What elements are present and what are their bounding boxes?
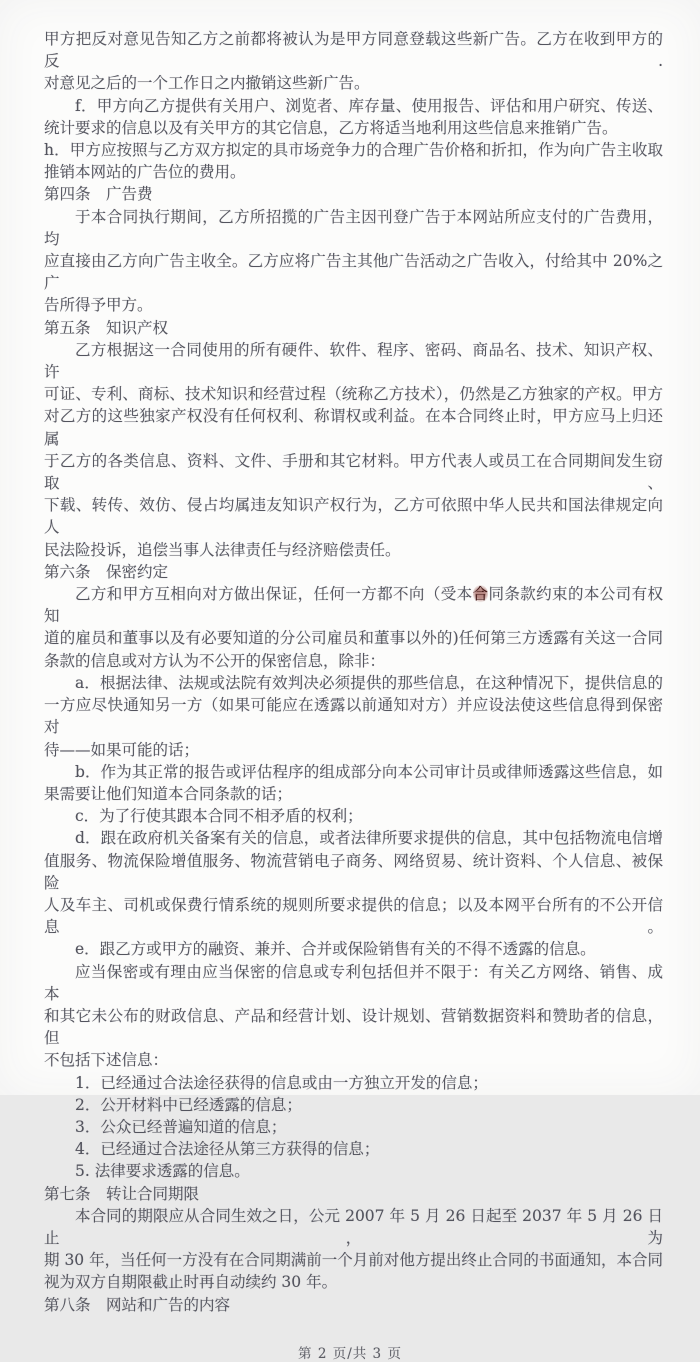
contract-line: 于乙方的各类信息、资料、文件、手册和其它材料。甲方代表人或员工在合同期间发生窃取、	[44, 451, 663, 493]
contract-line: e．跟乙方或甲方的融资、兼并、合并或保险销售有关的不得不透露的信息。	[75, 940, 596, 959]
contract-line: d．跟在政府机关备案有关的信息，或者法律所要求提供的信息，其中包括物流电信增	[75, 829, 663, 848]
contract-line: 统计要求的信息以及有关甲方的其它信息，乙方将适当地利用这些信息来推销广告。	[44, 118, 618, 137]
contract-line: 一方应尽快通知另一方（如果可能应在透露以前通知对方）并应设法使这些信息得到保密对	[44, 696, 663, 737]
contract-line	[44, 583, 663, 627]
contract-line: h．甲方应按照与乙方双方拟定的具市场竞争力的合理广告价格和折扣，作为向广告主收取	[44, 141, 663, 160]
contract-line: 1．已经通过合法途径获得的信息或由一方独立开发的信息；	[75, 1073, 488, 1092]
contract-line: 2．公开材料中已经透露的信息；	[75, 1095, 302, 1114]
contract-line: 于本合同执行期间，乙方所招揽的广告主因刊登广告于本网站所应支付的广告费用，均	[44, 207, 663, 248]
section-heading: 第六条 保密约定	[44, 562, 169, 581]
contract-line: 条款的信息或对方认为不公开的保密信息，除非：	[44, 651, 386, 670]
contract-line: 下载、转传、效仿、侵占均属违友知识产权行为，乙方可依照中华人民共和国法律规定向人	[44, 496, 663, 537]
contract-line: 对意见之后的一个工作日之内撤销这些新广告。	[44, 74, 370, 93]
contract-line: 果需要让他们知道本合同条款的话；	[44, 784, 293, 803]
contract-line: 对乙方的这些独家产权没有任何权利、称谓权或利益。在本合同终止时，甲方应马上归还属	[44, 407, 663, 448]
contract-line: 甲方把反对意见告知乙方之前都将被认为是甲方同意登载这些新广告。乙方在收到甲方的反.	[44, 30, 663, 71]
contract-line: 本合同的期限应从合同生效之日，公元 2007 年 5 月 26 日起至 2037 年 5 月 26 日止，为	[44, 1206, 663, 1247]
contract-line: 道的雇员和董事以及有必要知道的分公司雇员和董事以外的)任何第三方透露有关这一合同	[44, 629, 663, 648]
contract-line: 应当保密或有理由应当保密的信息或专利包括但并不限于：有关乙方网络、销售、成本	[44, 962, 663, 1003]
page-footer	[0, 1342, 700, 1362]
section-heading: 第四条 广告费	[44, 185, 153, 204]
contract-line: 期 30 年，当任何一方没有在合同期满前一个月前对他方提出终止合同的书面通知，本合同	[44, 1251, 663, 1270]
contract-line: 和其它未公布的财政信息、产品和经营计划、设计规划、营销数据资料和赞助者的信息，但	[44, 1006, 663, 1048]
section-heading: 第五条 知识产权	[44, 318, 169, 337]
contract-line: 视为双方自期限截止时再自动续约 30 年。	[44, 1273, 338, 1292]
text-segment: 乙方和甲方互相向对方做出保证，任何一方都不向（受本	[75, 585, 473, 604]
section-heading: 第八条 网站和广告的内容	[44, 1295, 231, 1314]
contract-line: 值服务、物流保险增值服务、物流营销电子商务、网络贸易、统计资料、个人信息、被保险	[44, 851, 663, 892]
contract-line: 民法险投诉，追偿当事人法律责任与经济赔偿责任。	[44, 540, 401, 559]
contract-line: 告所得予甲方。	[44, 296, 153, 315]
section-heading: 第七条 转让合同期限	[44, 1184, 200, 1203]
contract-line: 4．已经通过合法途径从第三方获得的信息；	[75, 1140, 380, 1159]
contract-line: 5. 法律要求透露的信息。	[75, 1162, 250, 1181]
text-segment: 同条款约束的本公司有权知	[44, 585, 663, 626]
contract-line: 3．公众已经普遍知道的信息；	[75, 1117, 287, 1136]
contract-line: 不包括下述信息：	[44, 1051, 169, 1070]
contract-line: 可证、专利、商标、技术知识和经营过程（统称乙方技术），仍然是乙方独家的产权。甲方	[44, 385, 663, 404]
contract-line: 乙方根据这一合同使用的所有硬件、软件、程序、密码、商品名、技术、知识产权、许	[44, 340, 663, 382]
contract-line: a．根据法律、法规或法院有效判决必须提供的那些信息，在这种情况下，提供信息的	[75, 673, 663, 692]
contract-line: 待——如果可能的话；	[44, 740, 200, 759]
contract-line: 推销本网站的广告位的费用。	[44, 163, 246, 182]
page-number: 第 2 页/共 3 页	[298, 1345, 402, 1362]
contract-line: b．作为其正常的报告或评估程序的组成部分向本公司审计员或律师透露这些信息，如	[75, 762, 663, 781]
contract-line: f．甲方向乙方提供有关用户、浏览者、库存量、使用报告、评估和用户研究、传送、	[75, 96, 663, 115]
contract-line: 人及车主、司机或保费行情系统的规则所要求提供的信息；以及本网平台所有的不公开信息。	[44, 895, 663, 937]
contract-line: c．为了行使其跟本合同不相矛盾的权利；	[75, 807, 363, 826]
contract-line: 应直接由乙方向广告主收全。乙方应将广告主其他广告活动之广告收入，付给其中 20%之广	[44, 252, 663, 293]
red-ink-blot: 合	[472, 585, 489, 604]
